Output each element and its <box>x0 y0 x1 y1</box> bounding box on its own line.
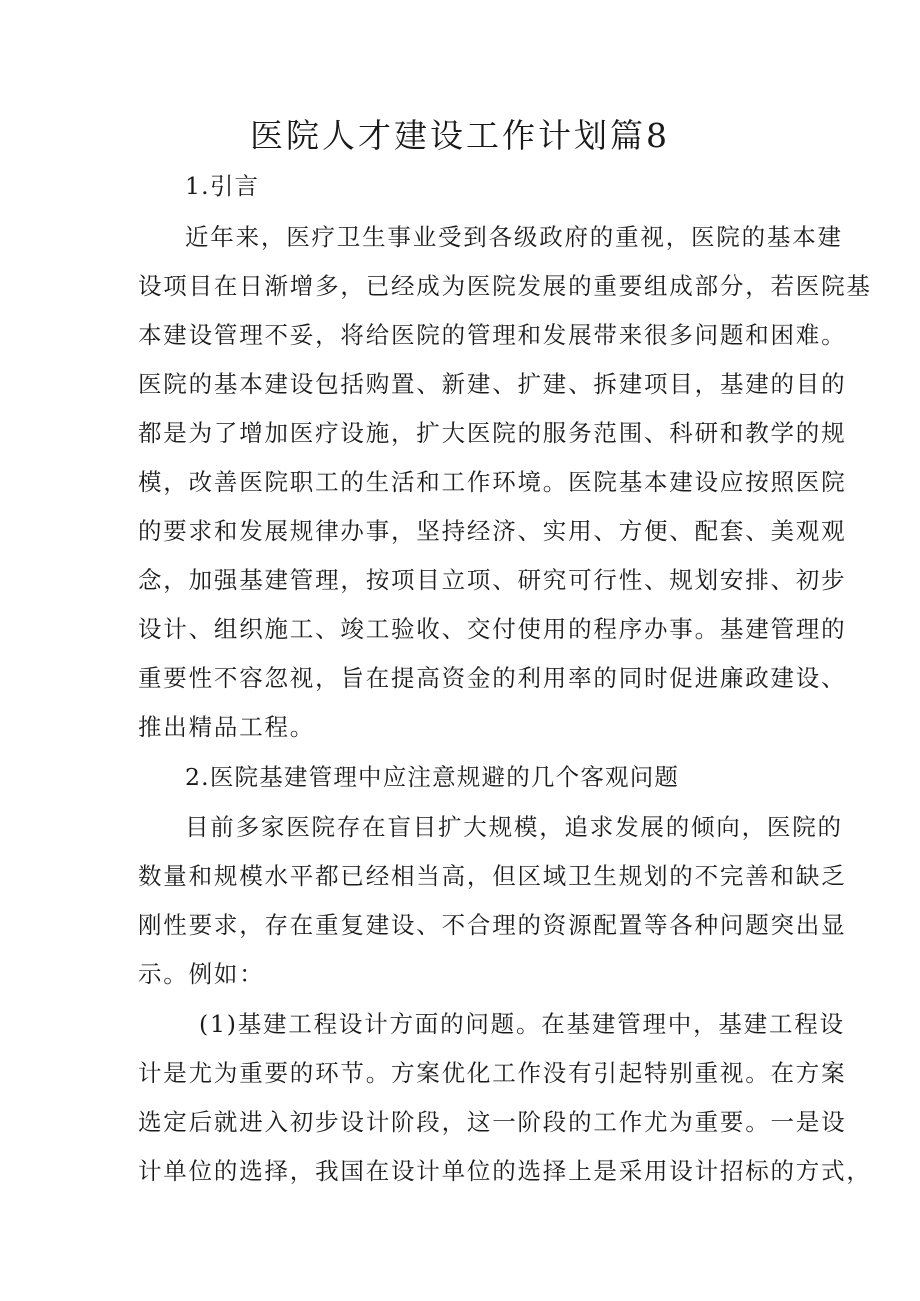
paragraph-line: 重要性不容忽视，旨在提高资金的利用率的同时促进廉政建设、 <box>138 664 847 692</box>
paragraph-line: 都是为了增加医疗设施，扩大医院的服务范围、科研和教学的规 <box>138 419 847 447</box>
paragraph-line: 示。例如： <box>138 960 265 988</box>
document-title: 医院人才建设工作计划篇8 <box>250 116 670 155</box>
paragraph-line: 选定后就进入初步设计阶段，这一阶段的工作尤为重要。一是设 <box>138 1108 847 1136</box>
paragraph-line: (1)基建工程设计方面的问题。在基建管理中，基建工程设 <box>199 1010 845 1038</box>
paragraph-line: 计单位的选择，我国在设计单位的选择上是采用设计招标的方式， <box>138 1157 872 1185</box>
paragraph-line: 推出精品工程。 <box>138 713 316 741</box>
paragraph-line: 的要求和发展规律办事，坚持经济、实用、方便、配套、美观观 <box>138 517 847 545</box>
paragraph-line: 设项目在日渐增多，已经成为医院发展的重要组成部分，若医院基 <box>138 272 872 300</box>
paragraph-line: 医院的基本建设包括购置、新建、扩建、拆建项目，基建的目的 <box>138 370 847 398</box>
paragraph-line: 计是尤为重要的环节。方案优化工作没有引起特别重视。在方案 <box>138 1059 847 1087</box>
section-heading-2: 2.医院基建管理中应注意规避的几个客观问题 <box>185 763 680 791</box>
paragraph-line: 刚性要求，存在重复建设、不合理的资源配置等各种问题突出显 <box>138 911 847 939</box>
paragraph-line: 本建设管理不妥，将给医院的管理和发展带来很多问题和困难。 <box>138 321 847 349</box>
paragraph-line: 设计、组织施工、竣工验收、交付使用的程序办事。基建管理的 <box>138 615 847 643</box>
section-heading-1: 1.引言 <box>185 172 260 200</box>
paragraph-line: 近年来，医疗卫生事业受到各级政府的重视，医院的基本建 <box>185 223 843 251</box>
paragraph-line: 数量和规模水平都已经相当高，但区域卫生规划的不完善和缺乏 <box>138 862 847 890</box>
paragraph-line: 念，加强基建管理，按项目立项、研究可行性、规划安排、初步 <box>138 566 847 594</box>
paragraph-line: 模，改善医院职工的生活和工作环境。医院基本建设应按照医院 <box>138 468 847 496</box>
paragraph-line: 目前多家医院存在盲目扩大规模，追求发展的倾向，医院的 <box>185 813 843 841</box>
